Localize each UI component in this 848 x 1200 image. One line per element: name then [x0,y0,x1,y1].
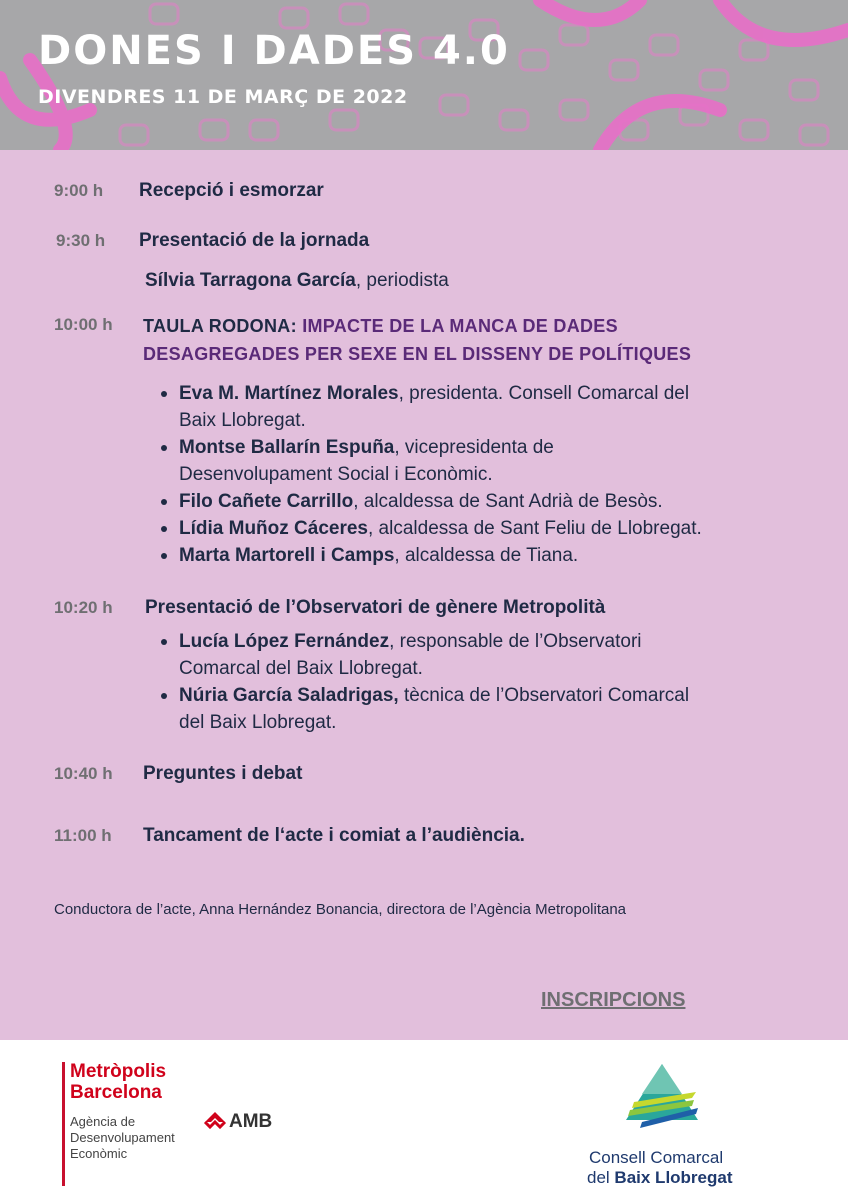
round-table-prefix: TAULA RODONA: [143,316,303,336]
agenda-time: 10:00 h [54,315,113,334]
logo-text: Consell Comarcal [589,1148,724,1167]
agenda-label: Tancament de l‘acte i comiat a l’audiència. [143,825,525,846]
speaker-line [145,270,449,292]
logo-text: AMB [229,1111,273,1132]
logo-subtext-line: Econòmic [70,1146,128,1161]
logo-subtext [70,1114,175,1162]
speaker-role: , alcaldessa de Sant Feliu de Llobregat. [368,518,702,539]
footer-logos [0,1040,848,1200]
agenda-label: Preguntes i debat [143,763,303,784]
speaker-role: Desenvolupament Social i Econòmic. [179,464,493,485]
registration-link[interactable]: INSCRIPCIONS [541,989,686,1011]
list-item [155,488,702,515]
speaker-role: , responsable de l’Observatori [389,631,642,652]
host-note: Conductora de l’acte, Anna Hernández Bonancia, directora de l’Agència Metropolitana [54,901,627,918]
logo-subtext-line: Agència de [70,1114,136,1129]
speaker-name: Lucía López Fernández [179,631,390,652]
observatori-speakers [155,628,689,736]
speaker-name: Lídia Muñoz Cáceres [179,518,368,539]
agenda-time: 10:20 h [54,598,113,617]
logo-text [587,1168,733,1188]
speaker-role: Baix Llobregat. [179,410,306,431]
list-item [155,380,702,434]
header-banner [0,0,848,150]
list-item [155,434,702,488]
speaker-name: Marta Martorell i Camps [179,545,395,566]
speaker-name: Filo Cañete Carrillo [179,491,354,512]
logo-text: Metròpolis [70,1061,167,1082]
agenda-time: 9:30 h [56,231,106,250]
speaker-name: Eva M. Martínez Morales [179,383,399,404]
speaker-role: del Baix Llobregat. [179,712,337,733]
round-table-speakers [155,380,702,569]
speaker-role: , periodista [355,270,449,291]
round-table-topic-line1: IMPACTE DE LA MANCA DE DADES [302,316,618,336]
speaker-name: Núria García Saladrigas, [179,685,399,706]
list-item [155,515,702,542]
mountain-mark-icon [622,1062,702,1132]
metropolis-barcelona-logo [62,1062,192,1188]
list-item [155,682,689,736]
logo-text: Barcelona [70,1082,162,1103]
logo-text-part: Baix Llobregat [614,1168,733,1187]
agenda-label: Presentació de l’Observatori de gènere Metropolità [145,597,606,618]
speaker-role: tècnica de l’Observatori Comarcal [398,685,690,706]
speaker-name: Montse Ballarín Espuña [179,437,395,458]
logo-bar [62,1062,65,1186]
consell-comarcal-logo [584,1058,734,1188]
speaker-name: Sílvia Tarragona García [145,270,356,291]
round-table-topic-line2: DESAGREGADES PER SEXE EN EL DISSENY DE POLÍTIQUES [143,344,692,364]
speaker-role: , alcaldessa de Tiana. [394,545,579,566]
list-item [155,542,702,569]
list-item [155,628,689,682]
speaker-role: Comarcal del Baix Llobregat. [179,658,423,679]
round-table-title [143,312,691,368]
speaker-role: , presidenta. Consell Comarcal del [398,383,690,404]
logo-subtext-line: Desenvolupament [70,1130,175,1145]
event-date: DIVENDRES 11 DE MARÇ DE 2022 [38,86,408,108]
agenda-label: Presentació de la jornada [139,230,370,251]
agenda-time: 9:00 h [54,181,104,200]
speaker-role: , alcaldessa de Sant Adrià de Besòs. [353,491,663,512]
amb-mark-icon [203,1110,227,1134]
agenda-time: 10:40 h [54,764,113,783]
agenda-time: 11:00 h [54,826,112,845]
logo-text-part: del [587,1168,615,1187]
speaker-role: , vicepresidenta de [394,437,554,458]
agenda-label: Recepció i esmorzar [139,180,324,201]
data-pattern-decoration [0,0,848,150]
page-title: DONES I DADES 4.0 [38,28,510,74]
